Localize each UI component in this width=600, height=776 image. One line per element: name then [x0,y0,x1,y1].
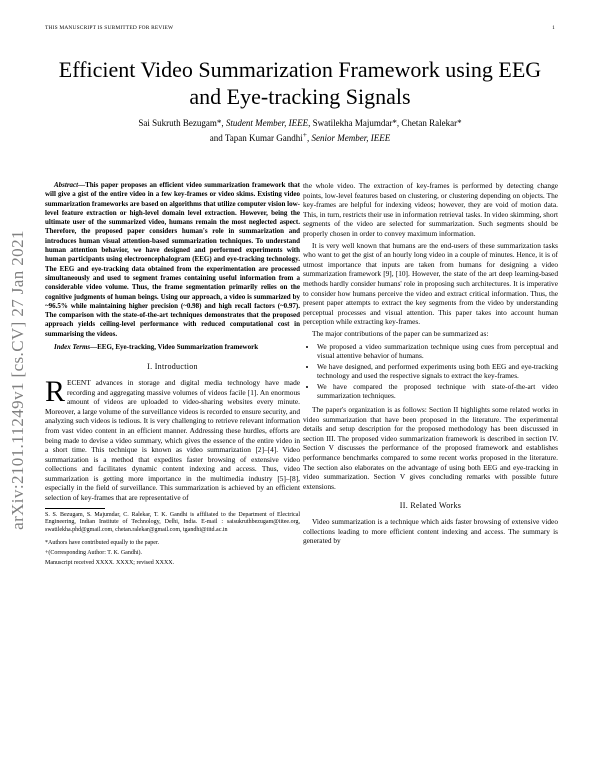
index-terms [45,343,300,352]
running-title: THIS MANUSCRIPT IS SUBMITTED FOR REVIEW [45,25,174,31]
intro-paragraph: RECENT advances in storage and digital media technology have made recording and aggregating massive volumes of videos facile [1]. An enormous amount of videos are uploaded to video-sharing websites every minute. Moreover, a large volume of the surveillance videos is recorded to ensure security, and analyzing such videos is tedious. It is very challenging to retrieve relevant information from vast video content in an efficient manner. Addressing these hurdles, efforts are being made to devise a video summary, which gives the essence of the entire video in a short time. This technique is known as video summarization [2]–[4]. Video summarization is a method that expedites faster browsing of extensive video collections and facilitates dynamic content indexing and access. Thus, video summarization is getting more importance in the multimedia industry [5]–[8], especially in the field of surveillance. This summarization is achieved by an efficient selection of key-frames that are representative of [45,374,300,503]
footnote-equal-contribution: *Authors have contributed equally to the paper. [45,540,160,547]
drop-cap: R [45,374,66,408]
right-paragraph-4: The paper's organization is as follows: Section II highlights some related works in video summarization that have been proposed in the literature. The experimental details and setup description for the proposed methodology has been discussed in section III. The proposed video summarization framework is described in section IV. Section V discusses the performance of the proposed framework and establishes performance benchmarks compared to some recent works proposed in the literature. The section also elaborates on the advantage of using both EEG and eye-tracking in video summarization. Section V gives concluding remarks with possible future extensions. [303,405,558,491]
right-paragraph-5: Video summarization is a technique which aids faster browsing of extensive video collections leading to more efficient content indexing and access. The summary is generated by [303,517,558,546]
page-number: 1 [552,25,555,31]
author-line-1: Sai Sukruth Bezugam*, Student Member, IEEE, Swatilekha Majumdar*, Chetan Ralekar* [138,118,462,128]
list-item: • We have designed, and performed experiments using both EEG and eye-tracking technology and used the respective signals to extract the key-frames. [317,362,558,381]
arxiv-stamp [4,160,32,600]
left-column [45,181,300,569]
arxiv-id: arXiv:2101.11249v1 [cs.CV] 27 Jan 2021 [8,230,28,530]
right-paragraph-1: the whole video. The extraction of key-frames is performed by detecting change points, low-level features based on clustering, or clustering depending on objects. The key-frames are helpful for indexing videos; however, they are void of motion data. This, in turn, restricts their use in information retrieval tasks. In video skimming, short segments of the video are selected for summarization. Such segments should be properly chosen in order to convey maximum information. [303,181,558,238]
author-line-2: and Tapan Kumar Gandhi+, Senior Member, IEEE [209,130,391,143]
abstract-label: Abstract [54,181,79,189]
right-paragraph-3: The major contributions of the paper can be summarized as: [312,328,489,338]
footnote-received: Manuscript received XXXX. XXXX; revised XXXX. [45,559,175,566]
author-block [60,117,540,144]
running-head [45,25,555,31]
abstract [45,181,300,339]
section-heading-related-works: II. Related Works [399,501,462,511]
list-item: • We have compared the proposed technique with state-of-the-art video summarization techniques. [317,382,558,401]
index-terms-text: —EEG, Eye-tracking, Video Summarization framework [90,343,259,352]
footnote-rule [45,508,105,509]
list-item: • We proposed a video summarization technique using cues from perceptual and visual attentive behavior of humans. [317,342,558,361]
footnote-affiliation: S. S. Bezugam, S. Majumdar, C. Ralekar, T. K. Gandhi is affiliated to the Department of Electrical Engineering, Indian Institute of Technology, Delhi, India. E-mail : saisukruthbezugam@iitee.org, swatilekha.phd@gmail.com, chetan.ralekar@gmail.com, tgandhi@iitd.ac.in [45,511,300,534]
index-terms-label: Index Terms [54,343,91,352]
abstract-text: —This paper proposes an efficient video summarization framework that will give a gist of the entire video in a few key-frames or video skims. Existing video summarization frameworks are based on algorithms that utilize computer vision low-level feature extraction or high-level domain level extraction. However, being the ultimate user of the summarized video, humans remain the most neglected aspect. Therefore, the proposed paper considers human's role in summarization and introduces human visual attention-based summarization techniques. To understand human attention behavior, we have designed and performed experiments with human participants using electroencephalogram (EEG) and eye-tracking technology. The EEG and eye-tracking data obtained from the experimentation are processed simultaneously and used to segment frames containing useful information from a considerable video volume. Thus, the frame segmentation primarily relies on the cognitive judgments of human beings. Using our approach, a video is summarized by ~96.5% while maintaining higher precision (~0.98) and high recall factors (~0.97). The comparison with the state-of-the-art techniques demonstrates that the proposed approach yields ceiling-level performance with reduced computational cost in summarising the videos. [45,181,300,338]
section-heading-introduction: I. Introduction [147,362,198,372]
footnote-corresponding: +(Corresponding Author: T. K. Gandhi). [45,549,142,556]
right-paragraph-2: It is very well known that humans are the end-users of these summarization tasks who want to get the gist of an hourly long video in a couple of minutes. Hence, it is of utmost importance that inputs are taken from humans for designing a video summarization framework [9], [10]. However, the state of the art deep learning-based methods hardly consider humans' role in proposing such architectures. It is imperative to consider how humans perceive the video and extract critical information. Thus, the present paper attempts to extract the key segments from the video by understanding perceptual processes and visual attention. This paper takes into account human perception while extracting key-frames. [303,240,558,327]
contribution-list [303,342,558,402]
paper-title: Efficient Video Summarization Framework using EEG and Eye-tracking Signals [58,57,542,109]
right-column [303,181,558,548]
